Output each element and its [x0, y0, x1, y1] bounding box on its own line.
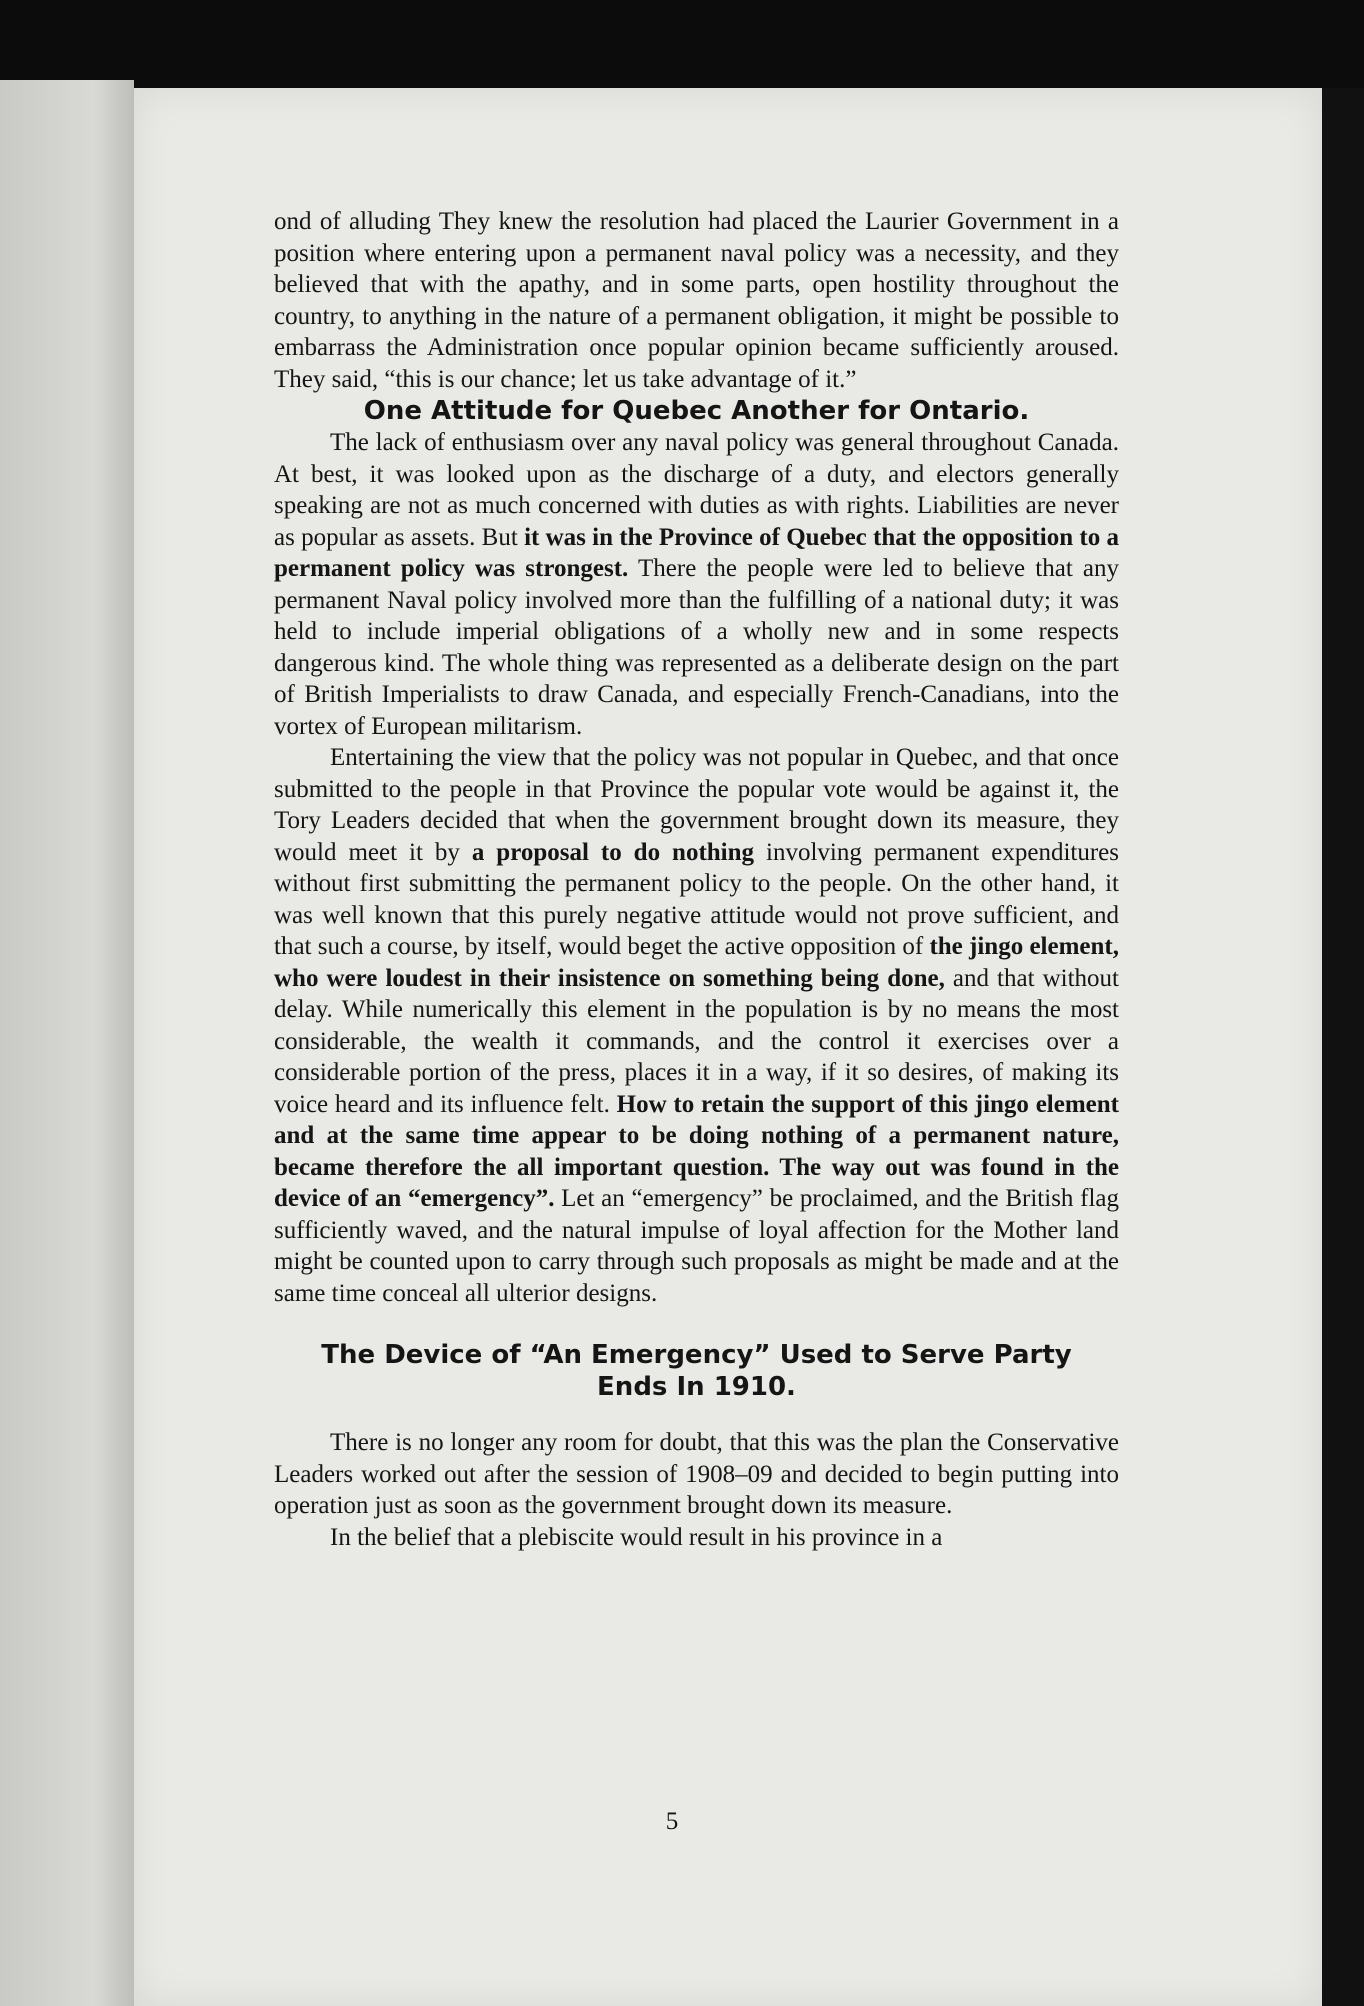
paragraph-3-text-c: and that without delay. While numerically this element in the population is by no means the most considerable, the wealth it commands, and the control it exercises over a considerable portion of the press, places it in a way, if it so desires, of making its voice heard and its influence felt.: [274, 964, 1119, 1118]
paragraph-3-emphasis-1: a proposal to do nothing: [471, 838, 755, 866]
paragraph-2-text-b: There the people were led to believe that any permanent Naval policy involved more than the fulfilling of a national duty; it was held to include imperial obligations of a wholly new and in some respects dangerous kind. The whole thing was represented as a deliberate design on the part of British Imperialists to draw Canada, and especially French-Canadians, into the vortex of European militarism.: [274, 555, 1120, 740]
page: [134, 88, 1322, 2006]
section-heading-2-line-1: The Device of “An Emergency” Used to Serve Party: [321, 1340, 1072, 1370]
page-number: 5: [665, 1808, 679, 1835]
section-heading-2-line-2: Ends In 1910.: [597, 1372, 796, 1402]
paragraph-3: [274, 742, 1119, 1309]
paragraph-3-text-d: Let an “emergency” be proclaimed, and the British flag sufficiently waved, and the natural impulse of loyal affection for the Mother land might be counted upon to carry through such proposals as might be made and at the same time conceal all ulterior designs.: [274, 1185, 1119, 1307]
section-heading-1: One Attitude for Quebec Another for Ontario.: [363, 396, 1030, 426]
paragraph-1: ond of alluding They knew the resolution had placed the Laurier Government in a position where entering upon a permanent naval policy was a necessity, and they believed that with the apathy, and in some parts, open hostility throughout the country, to anything in the nature of a permanent obligation, it might be possible to embarrass the Administration once popular opinion became sufficiently aroused. They said, “this is our chance; let us take advantage of it.”: [274, 208, 1119, 393]
scan-border: [1322, 88, 1364, 2006]
binding-strip: [0, 80, 134, 2006]
paragraph-4: There is no longer any room for doubt, that this was the plan the Conservative Leaders worked out after the session of 1908–09 and decided to begin putting into operation just as soon as the government brought down its measure.: [274, 1429, 1119, 1519]
paragraph-2-emphasis: it was in the Province of Quebec that the opposition to a permanent policy was strongest.: [274, 523, 1119, 582]
paragraph-2-text-a: The lack of enthusiasm over any naval policy was general throughout Canada. At best, it was looked upon as the discharge of a duty, and electors generally speaking are not as much concerned with duties as with rights. Liabilities are never as popular as assets. But: [274, 429, 1119, 551]
body-text: [274, 206, 1119, 1553]
paragraph-2: [274, 427, 1119, 742]
paragraph-3-emphasis-2: the jingo element, who were loudest in their insistence on something being done,: [274, 933, 1119, 992]
paragraph-5: In the belief that a plebiscite would result in his province in a: [330, 1523, 943, 1551]
paragraph-3-text-a: Entertaining the view that the policy was not popular in Quebec, and that once submitted to the people in that Province the popular vote would be against it, the Tory Leaders decided that when the government brought down its measure, they would meet it by: [274, 744, 1119, 866]
paragraph-3-emphasis-3: How to retain the support of this jingo element and at the same time appear to be doing nothing of a permanent nature, became therefore the all important question. The way out was found in the device of an “emergency”.: [274, 1090, 1119, 1212]
paragraph-3-text-b: involving permanent expenditures without first submitting the permanent policy to the people. On the other hand, it was well known that this purely negative attitude would not prove sufficient, and that such a course, by itself, would beget the active opposition of: [274, 838, 1119, 960]
section-heading-2: [274, 1339, 1119, 1403]
